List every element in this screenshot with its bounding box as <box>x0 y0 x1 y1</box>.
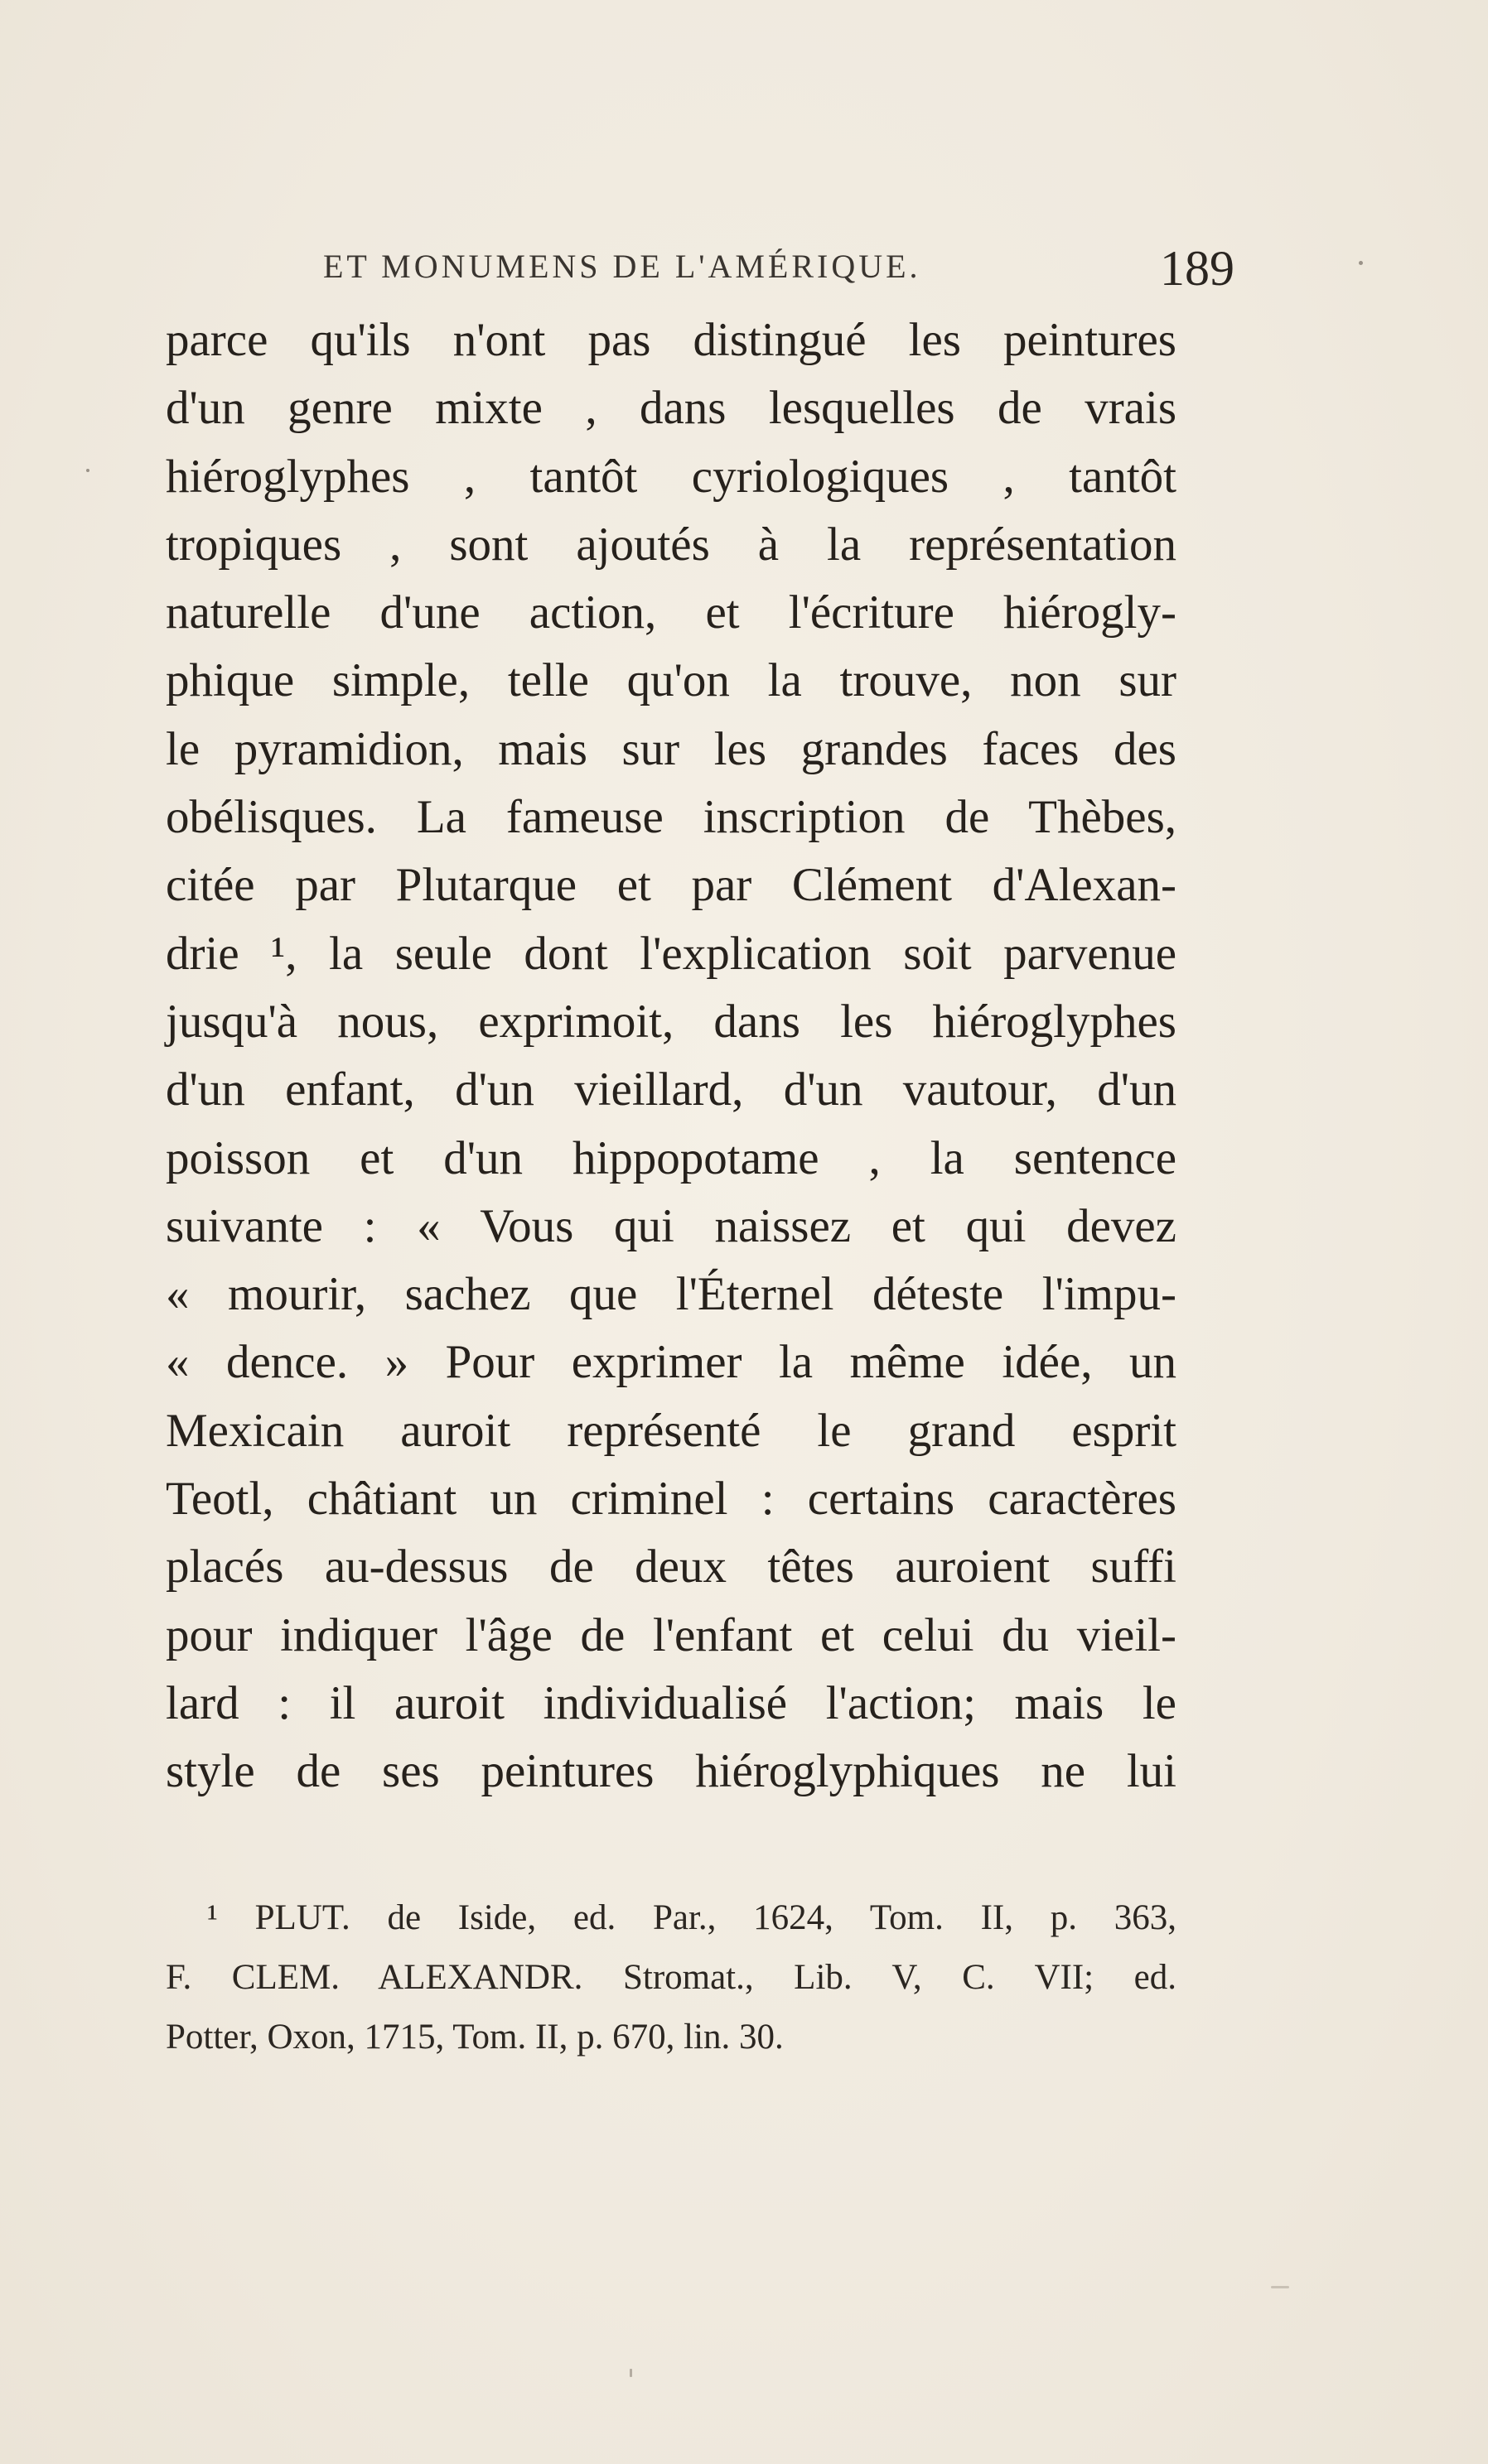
text-line: « mourir, sachez que l'Éternel déteste l'impu- <box>166 1268 1176 1321</box>
text-line: obélisques. La fameuse inscription de Thèbes, <box>166 791 1176 844</box>
main-text <box>166 306 1176 1806</box>
text-line: lard : il auroit individualisé l'action; mais le <box>166 1676 1176 1729</box>
text-line: « dence. » Pour exprimer la même idée, un <box>166 1336 1176 1389</box>
running-title: ET MONUMENS DE L'AMÉRIQUE. <box>323 248 921 285</box>
text-line: drie ¹, la seule dont l'explication soit parvenue <box>166 927 1176 980</box>
paper-speck <box>86 469 89 472</box>
footnote-line: ¹ PLUT. de Iside, ed. Par., 1624, Tom. II, p. 363, <box>207 1898 1176 1937</box>
footnote-line: F. CLEM. ALEXANDR. Stromat., Lib. V, C. VII; ed. <box>166 1958 1176 1997</box>
text-line: poisson et d'un hippopotame , la sentence <box>166 1131 1176 1184</box>
text-line: placés au-dessus de deux têtes auroient suffi <box>166 1541 1176 1594</box>
running-head <box>323 241 1234 297</box>
text-line: pour indiquer l'âge de l'enfant et celui du vieil- <box>166 1608 1176 1661</box>
paper-speck <box>1271 2286 1289 2288</box>
footnote <box>166 1888 1176 2067</box>
text-line: d'un enfant, d'un vieillard, d'un vautour, d'un <box>166 1063 1176 1116</box>
text-line: tropiques , sont ajoutés à la représentation <box>166 518 1176 571</box>
paper-speck <box>630 2369 632 2377</box>
paper-speck <box>1359 261 1363 265</box>
text-line: phique simple, telle qu'on la trouve, non sur <box>166 654 1176 707</box>
text-line: hiéroglyphes , tantôt cyriologiques , tantôt <box>166 450 1176 503</box>
text-line: citée par Plutarque et par Clément d'Alexan- <box>166 859 1176 912</box>
text-line: jusqu'à nous, exprimoit, dans les hiéroglyphes <box>166 995 1176 1048</box>
text-line: d'un genre mixte , dans lesquelles de vrais <box>166 382 1176 435</box>
text-line: le pyramidion, mais sur les grandes faces des <box>166 722 1176 775</box>
footnote-line: Potter, Oxon, 1715, Tom. II, p. 670, lin. 30. <box>166 2018 784 2057</box>
text-line: suivante : « Vous qui naissez et qui devez <box>166 1199 1176 1252</box>
text-line: Teotl, châtiant un criminel : certains caractères <box>166 1473 1176 1526</box>
text-line: parce qu'ils n'ont pas distingué les peintures <box>166 314 1176 366</box>
text-line: Mexicain auroit représenté le grand esprit <box>166 1404 1176 1457</box>
text-line: naturelle d'une action, et l'écriture hiérogly- <box>166 586 1176 639</box>
text-line: style de ses peintures hiéroglyphiques ne lui <box>166 1745 1176 1798</box>
page-number: 189 <box>1160 241 1234 296</box>
